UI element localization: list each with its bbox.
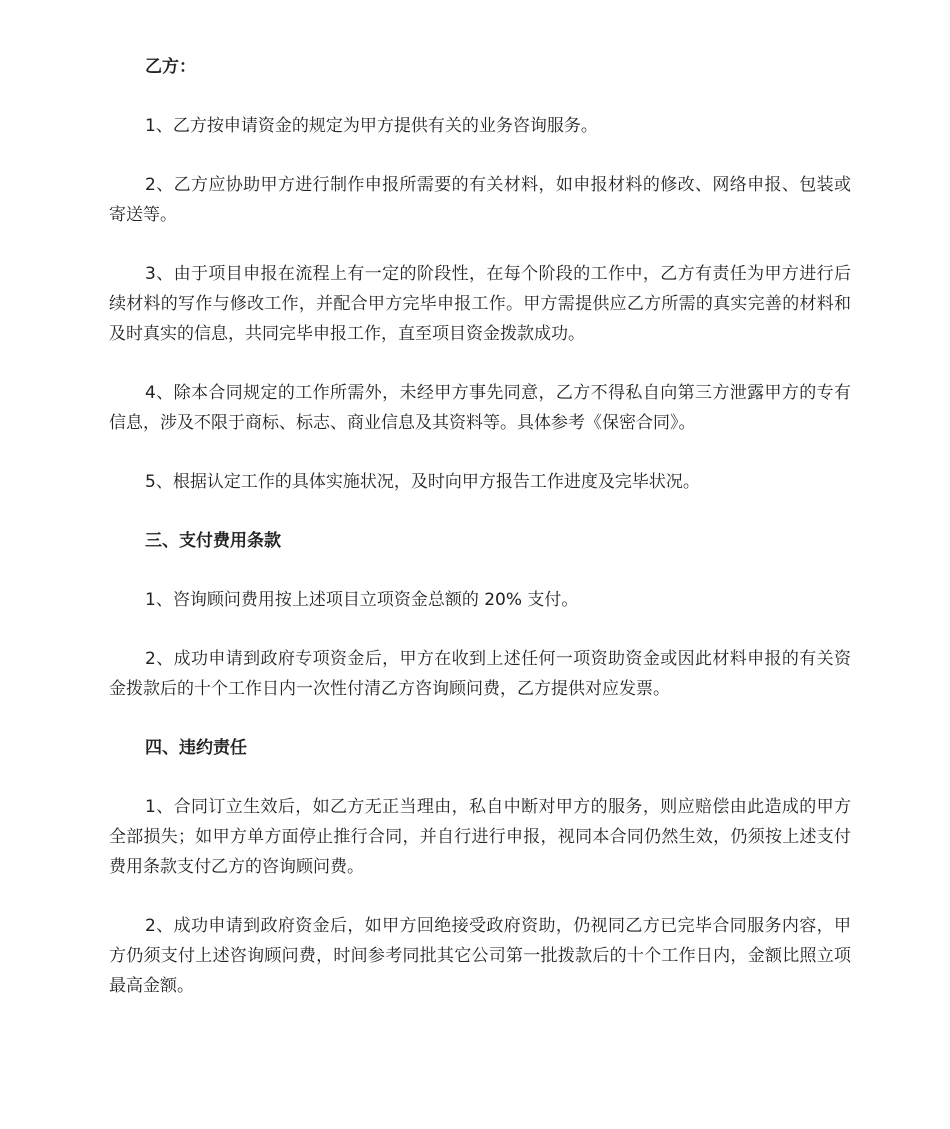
breach-item-1: 1、合同订立生效后，如乙方无正当理由，私自中断对甲方的服务，则应赔偿由此造成的甲方全部损失；如甲方单方面停止推行合同，并自行进行申报，视同本合同仍然生效，仍须按上述支付费用条款支付乙方的咨询顾问费。 xyxy=(109,797,851,877)
party-b-item-4: 4、除本合同规定的工作所需外，未经甲方事先同意，乙方不得私自向第三方泄露甲方的专有信息，涉及不限于商标、标志、商业信息及其资料等。具体参考《保密合同》。 xyxy=(109,383,851,433)
document-page xyxy=(109,52,851,1030)
party-b-heading: 乙方： xyxy=(145,57,196,77)
payment-terms-heading: 三、支付费用条款 xyxy=(145,531,281,551)
payment-item-1: 1、咨询顾问费用按上述项目立项资金总额的 20% 支付。 xyxy=(145,590,579,610)
party-b-item-3: 3、由于项目申报在流程上有一定的阶段性，在每个阶段的工作中，乙方有责任为甲方进行后续材料的写作与修改工作，并配合甲方完毕申报工作。甲方需提供应乙方所需的真实完善的材料和及时真实的信息，共同完毕申报工作，直至项目资金拨款成功。 xyxy=(109,264,851,344)
breach-item-2: 2、成功申请到政府资金后，如甲方回绝接受政府资助，仍视同乙方已完毕合同服务内容，甲方仍须支付上述咨询顾问费，时间参考同批其它公司第一批拨款后的十个工作日内，金额比照立项最高金额。 xyxy=(109,916,851,996)
payment-item-2: 2、成功申请到政府专项资金后，甲方在收到上述任何一项资助资金或因此材料申报的有关资金拨款后的十个工作日内一次性付清乙方咨询顾问费，乙方提供对应发票。 xyxy=(109,649,851,699)
party-b-item-1: 1、乙方按申请资金的规定为甲方提供有关的业务咨询服务。 xyxy=(145,116,598,136)
party-b-item-5: 5、根据认定工作的具体实施状况，及时向甲方报告工作进度及完毕状况。 xyxy=(145,472,700,492)
breach-liability-heading: 四、违约责任 xyxy=(145,738,247,758)
party-b-item-2: 2、乙方应协助甲方进行制作申报所需要的有关材料，如申报材料的修改、网络申报、包装或寄送等。 xyxy=(109,175,851,225)
